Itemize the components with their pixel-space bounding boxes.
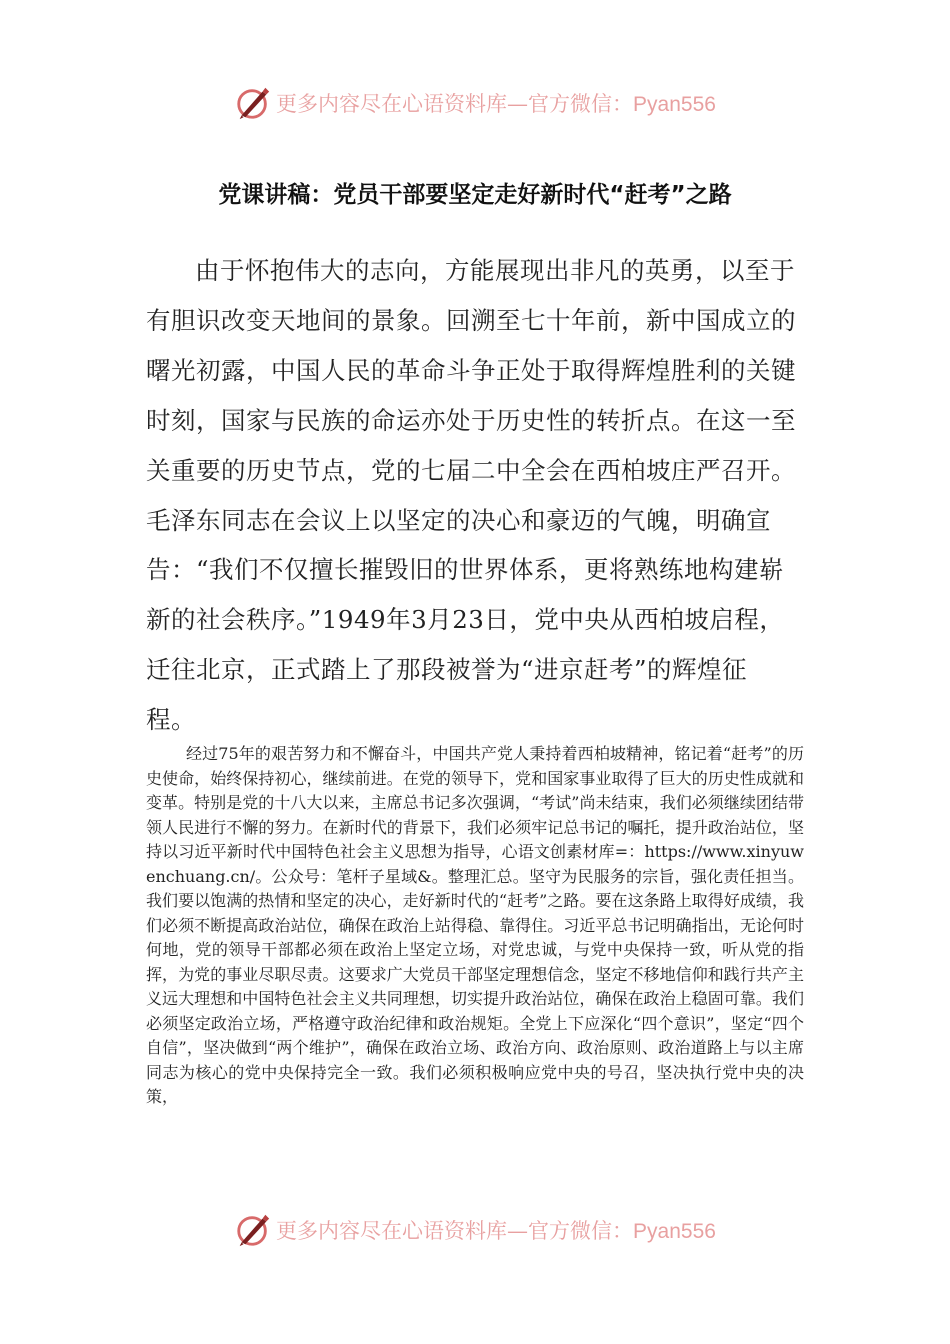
pen-logo-icon [234,84,272,122]
pen-logo-icon [234,1211,272,1249]
footer-banner [0,1207,950,1253]
banner-text: 更多内容尽在心语资料库—官方微信：Pyan556 [276,1219,716,1243]
lead-paragraph: 由于怀抱伟大的志向，方能展现出非凡的英勇，以至于有胆识改变天地间的景象。回溯至七十年前，新中国成立的曙光初露，中国人民的革命斗争正处于取得辉煌胜利的关键时刻，国家与民族的命运亦处于历史性的转折点。在这一至关重要的历史节点，党的七届二中全会在西柏坡庄严召开。毛泽东同志在会议上以坚定的决心和豪迈的气魄，明确宣告：“我们不仅擅长摧毁旧的世界体系，更将熟练地构建崭新的社会秩序。”1949年3月23日，党中央从西柏坡启程，迁往北京，正式踏上了那段被誉为“进京赶考”的辉煌征程。 [146,256,796,735]
banner-handle: Pyan556 [633,1220,716,1243]
body-paragraph: 经过75年的艰苦努力和不懈奋斗，中国共产党人秉持着西柏坡精神，铭记着“赶考”的历史使命，始终保持初心，继续前进。在党的领导下，党和国家事业取得了巨大的历史性成就和变革。特别是党的十八大以来，主席总书记多次强调，“考试”尚未结束，我们必须继续团结带领人民进行不懈的努力。在新时代的背景下，我们必须牢记总书记的嘱托，提升政治站位，坚持以习近平新时代中国特色社会主义思想为指导，心语文创素材库=：https://www.xinyuwenchuang.cn/。公众号：笔杆子星域&。整理汇总。坚守为民服务的宗旨，强化责任担当。我们要以饱满的热情和坚定的决心，走好新时代的“赶考”之路。要在这条路上取得好成绩，我们必须不断提高政治站位，确保在政治上站得稳、靠得住。习近平总书记明确指出，无论何时何地，党的领导干部都必须在政治上坚定立场，对党忠诚，与党中央保持一致，听从党的指挥，为党的事业尽职尽责。这要求广大党员干部坚定理想信念，坚定不移地信仰和践行共产主义远大理想和中国特色社会主义共同理想，切实提升政治站位，确保在政治上稳固可靠。我们必须坚定政治立场，严格遵守政治纪律和政治规矩。全党上下应深化“四个意识”，坚定“四个自信”，坚决做到“两个维护”，确保在政治立场、政治方向、政治原则、政治道路上与以主席同志为核心的党中央保持完全一致。我们必须积极响应党中央的号召，坚决执行党中央的决策， [146,744,804,1106]
banner-handle: Pyan556 [633,93,716,116]
header-banner [0,80,950,126]
banner-text: 更多内容尽在心语资料库—官方微信：Pyan556 [276,92,716,116]
document-title: 党课讲稿：党员干部要坚定走好新时代“赶考”之路 [218,182,732,208]
